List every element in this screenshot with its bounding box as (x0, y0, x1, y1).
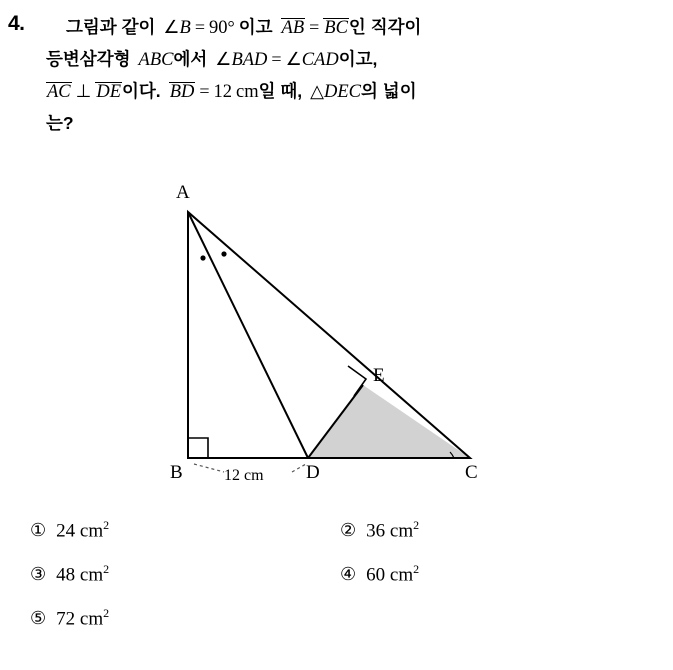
choice-2-value: 36 (366, 520, 386, 542)
choice-1-exp: 2 (103, 518, 110, 532)
choice-5-unit: cm (79, 608, 104, 630)
shaded-triangle-dec (308, 385, 470, 458)
angle-dot-cad (221, 251, 226, 256)
choice-4-exp: 2 (413, 562, 420, 576)
question-number: 4. (8, 12, 25, 35)
measure-dash-right (292, 464, 306, 472)
choice-4-unit: cm (389, 564, 414, 586)
triangle-abc (188, 212, 470, 458)
choice-1-marker: ① (30, 520, 47, 541)
angle-dot-bad (200, 255, 205, 260)
figure-svg (120, 180, 540, 500)
geometry-figure (120, 180, 540, 500)
choice-row-3 (22, 606, 662, 650)
right-angle-mark-b (188, 438, 208, 458)
choice-5-value: 72 (56, 608, 76, 630)
choice-4[interactable] (340, 562, 419, 586)
choice-2-exp: 2 (413, 518, 420, 532)
choice-2-unit: cm (389, 520, 414, 542)
question-line-1: 그림과 같이 ∠B = 90° 이고 AB = BC인 직각이 (66, 17, 422, 38)
segment-ad (188, 212, 308, 458)
choice-2-marker: ② (340, 520, 357, 541)
question-line-2: 등변삼각형 ABC에서 ∠BAD = ∠CAD이고, (46, 49, 378, 70)
choice-4-marker: ④ (340, 564, 357, 585)
choice-3-marker: ③ (30, 564, 47, 585)
choice-5[interactable] (30, 606, 109, 630)
vertex-label-c: C (465, 462, 478, 483)
choice-3-unit: cm (79, 564, 104, 586)
choice-2[interactable] (340, 518, 419, 542)
question-line-3: AC ⊥ DE이다. BD = 12 cm일 때, △DEC의 넓이 (47, 81, 417, 102)
vertex-label-e: E (373, 365, 385, 386)
choice-3[interactable] (30, 562, 109, 586)
choice-4-value: 60 (366, 564, 386, 586)
vertex-label-a: A (176, 182, 190, 203)
choice-5-exp: 2 (103, 606, 110, 620)
answer-choices (22, 518, 662, 650)
vertex-label-b: B (170, 462, 183, 483)
choice-3-exp: 2 (103, 562, 110, 576)
choice-1[interactable] (30, 518, 109, 542)
choice-row-1 (22, 518, 662, 562)
choice-row-2 (22, 562, 662, 606)
segment-length-bd: 12 cm (224, 467, 264, 484)
question-text (46, 12, 661, 139)
choice-1-unit: cm (79, 520, 104, 542)
question-line-4: 는? (46, 113, 74, 133)
choice-5-marker: ⑤ (30, 608, 47, 629)
choice-3-value: 48 (56, 564, 76, 586)
measure-dash-left (194, 464, 224, 472)
choice-1-value: 24 (56, 520, 76, 542)
vertex-label-d: D (306, 462, 320, 483)
